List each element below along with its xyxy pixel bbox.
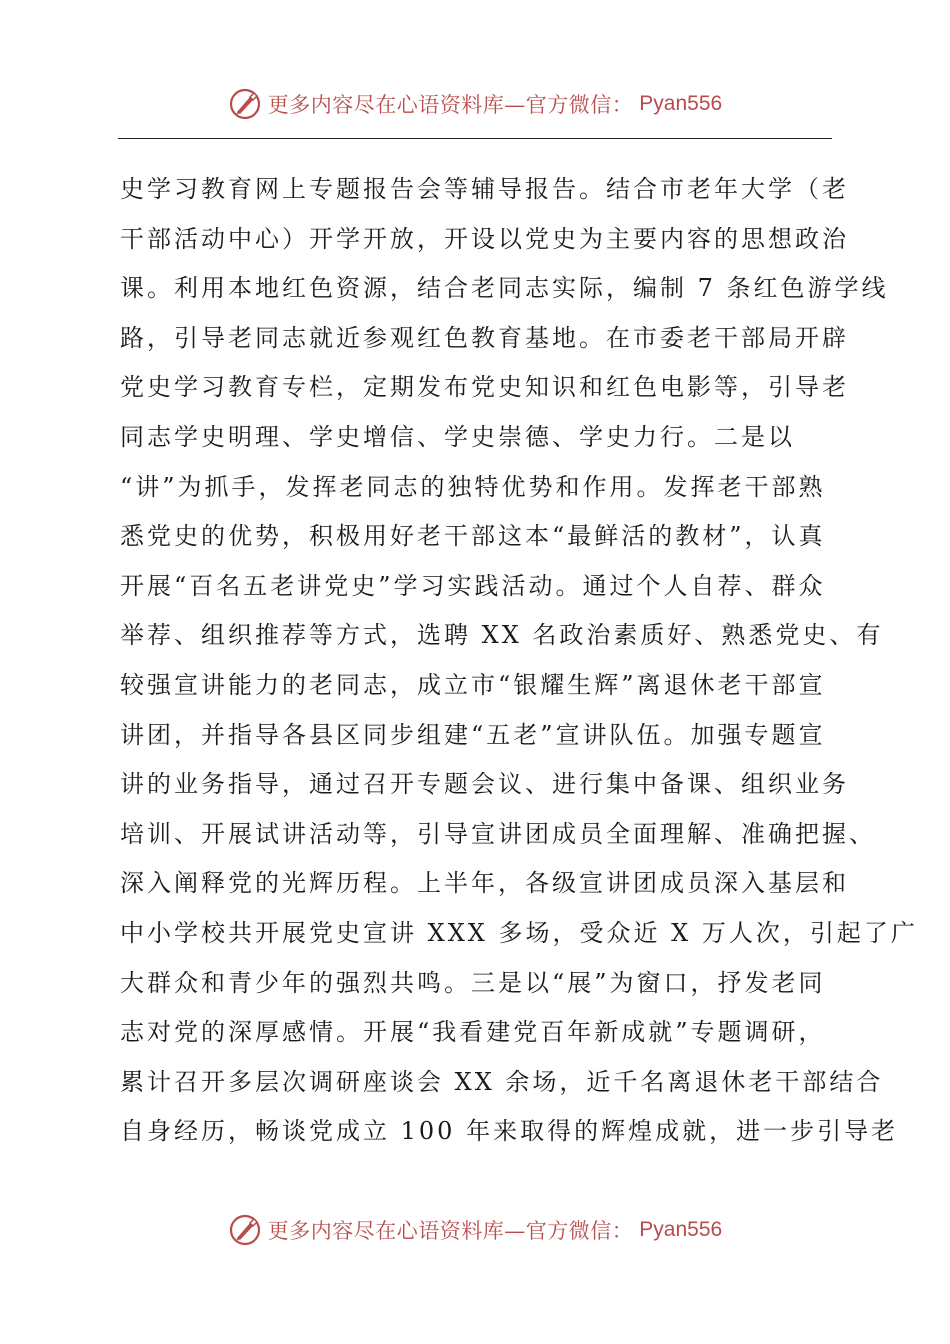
text-line: 史学习教育网上专题报告会等辅导报告。结合市老年大学（老 <box>120 175 849 203</box>
footer-banner-text: 更多内容尽在心语资料库—官方微信： <box>267 1219 634 1243</box>
pen-logo-icon <box>228 87 262 121</box>
header-banner-text: 更多内容尽在心语资料库—官方微信： <box>267 93 634 117</box>
text-line: 大群众和青少年的强烈共鸣。三是以“展”为窗口，抒发老同 <box>120 968 826 997</box>
text-line: 讲团，并指导各县区同步组建“五老”宣讲队伍。加强专题宣 <box>120 720 826 749</box>
text-line: 同志学史明理、学史增信、学史崇德、学史力行。二是以 <box>120 422 795 451</box>
pen-logo-icon <box>228 1213 262 1247</box>
text-line: 悉党史的优势，积极用好老干部这本“最鲜活的教材”，认真 <box>120 522 826 551</box>
text-line: 举荐、组织推荐等方式，选聘 XX 名政治素质好、熟悉党史、有 <box>120 621 884 650</box>
text-line: 培训、开展试讲活动等，引导宣讲团成员全面理解、准确把握、 <box>120 819 876 848</box>
text-line: 讲的业务指导，通过召开专题会议、进行集中备课、组织业务 <box>120 770 849 799</box>
text-line: 干部活动中心）开学开放，开设以党史为主要内容的思想政治 <box>120 224 849 253</box>
text-line: “讲”为抓手，发挥老同志的独特优势和作用。发挥老干部熟 <box>120 472 826 501</box>
text-line: 志对党的深厚感情。开展“我看建党百年新成就”专题调研， <box>120 1018 826 1047</box>
text-line: 课。利用本地红色资源，结合老同志实际，编制 7 条红色游学线 <box>120 274 889 303</box>
document-body <box>120 165 918 1157</box>
text-line: 中小学校共开展党史宣讲 XXX 多场，受众近 X 万人次，引起了广 <box>120 918 918 947</box>
header-divider <box>118 138 832 139</box>
footer-banner-id: Pyan556 <box>639 1218 723 1241</box>
text-line: 党史学习教育专栏，定期发布党史知识和红色电影等，引导老 <box>120 373 849 402</box>
text-line: 深入阐释党的光辉历程。上半年，各级宣讲团成员深入基层和 <box>120 869 849 898</box>
text-line: 自身经历，畅谈党成立 100 年来取得的辉煌成就，进一步引导老 <box>120 1117 899 1146</box>
text-line: 开展“百名五老讲党史”学习实践活动。通过个人自荐、群众 <box>120 571 826 600</box>
footer-banner <box>0 1210 950 1250</box>
text-line: 路，引导老同志就近参观红色教育基地。在市委老干部局开辟 <box>120 323 849 352</box>
header-banner <box>0 84 950 124</box>
header-banner-id: Pyan556 <box>639 92 723 115</box>
text-line: 累计召开多层次调研座谈会 XX 余场，近千名离退休老干部结合 <box>120 1067 884 1096</box>
text-line: 较强宣讲能力的老同志，成立市“银耀生辉”离退休老干部宣 <box>120 670 826 699</box>
